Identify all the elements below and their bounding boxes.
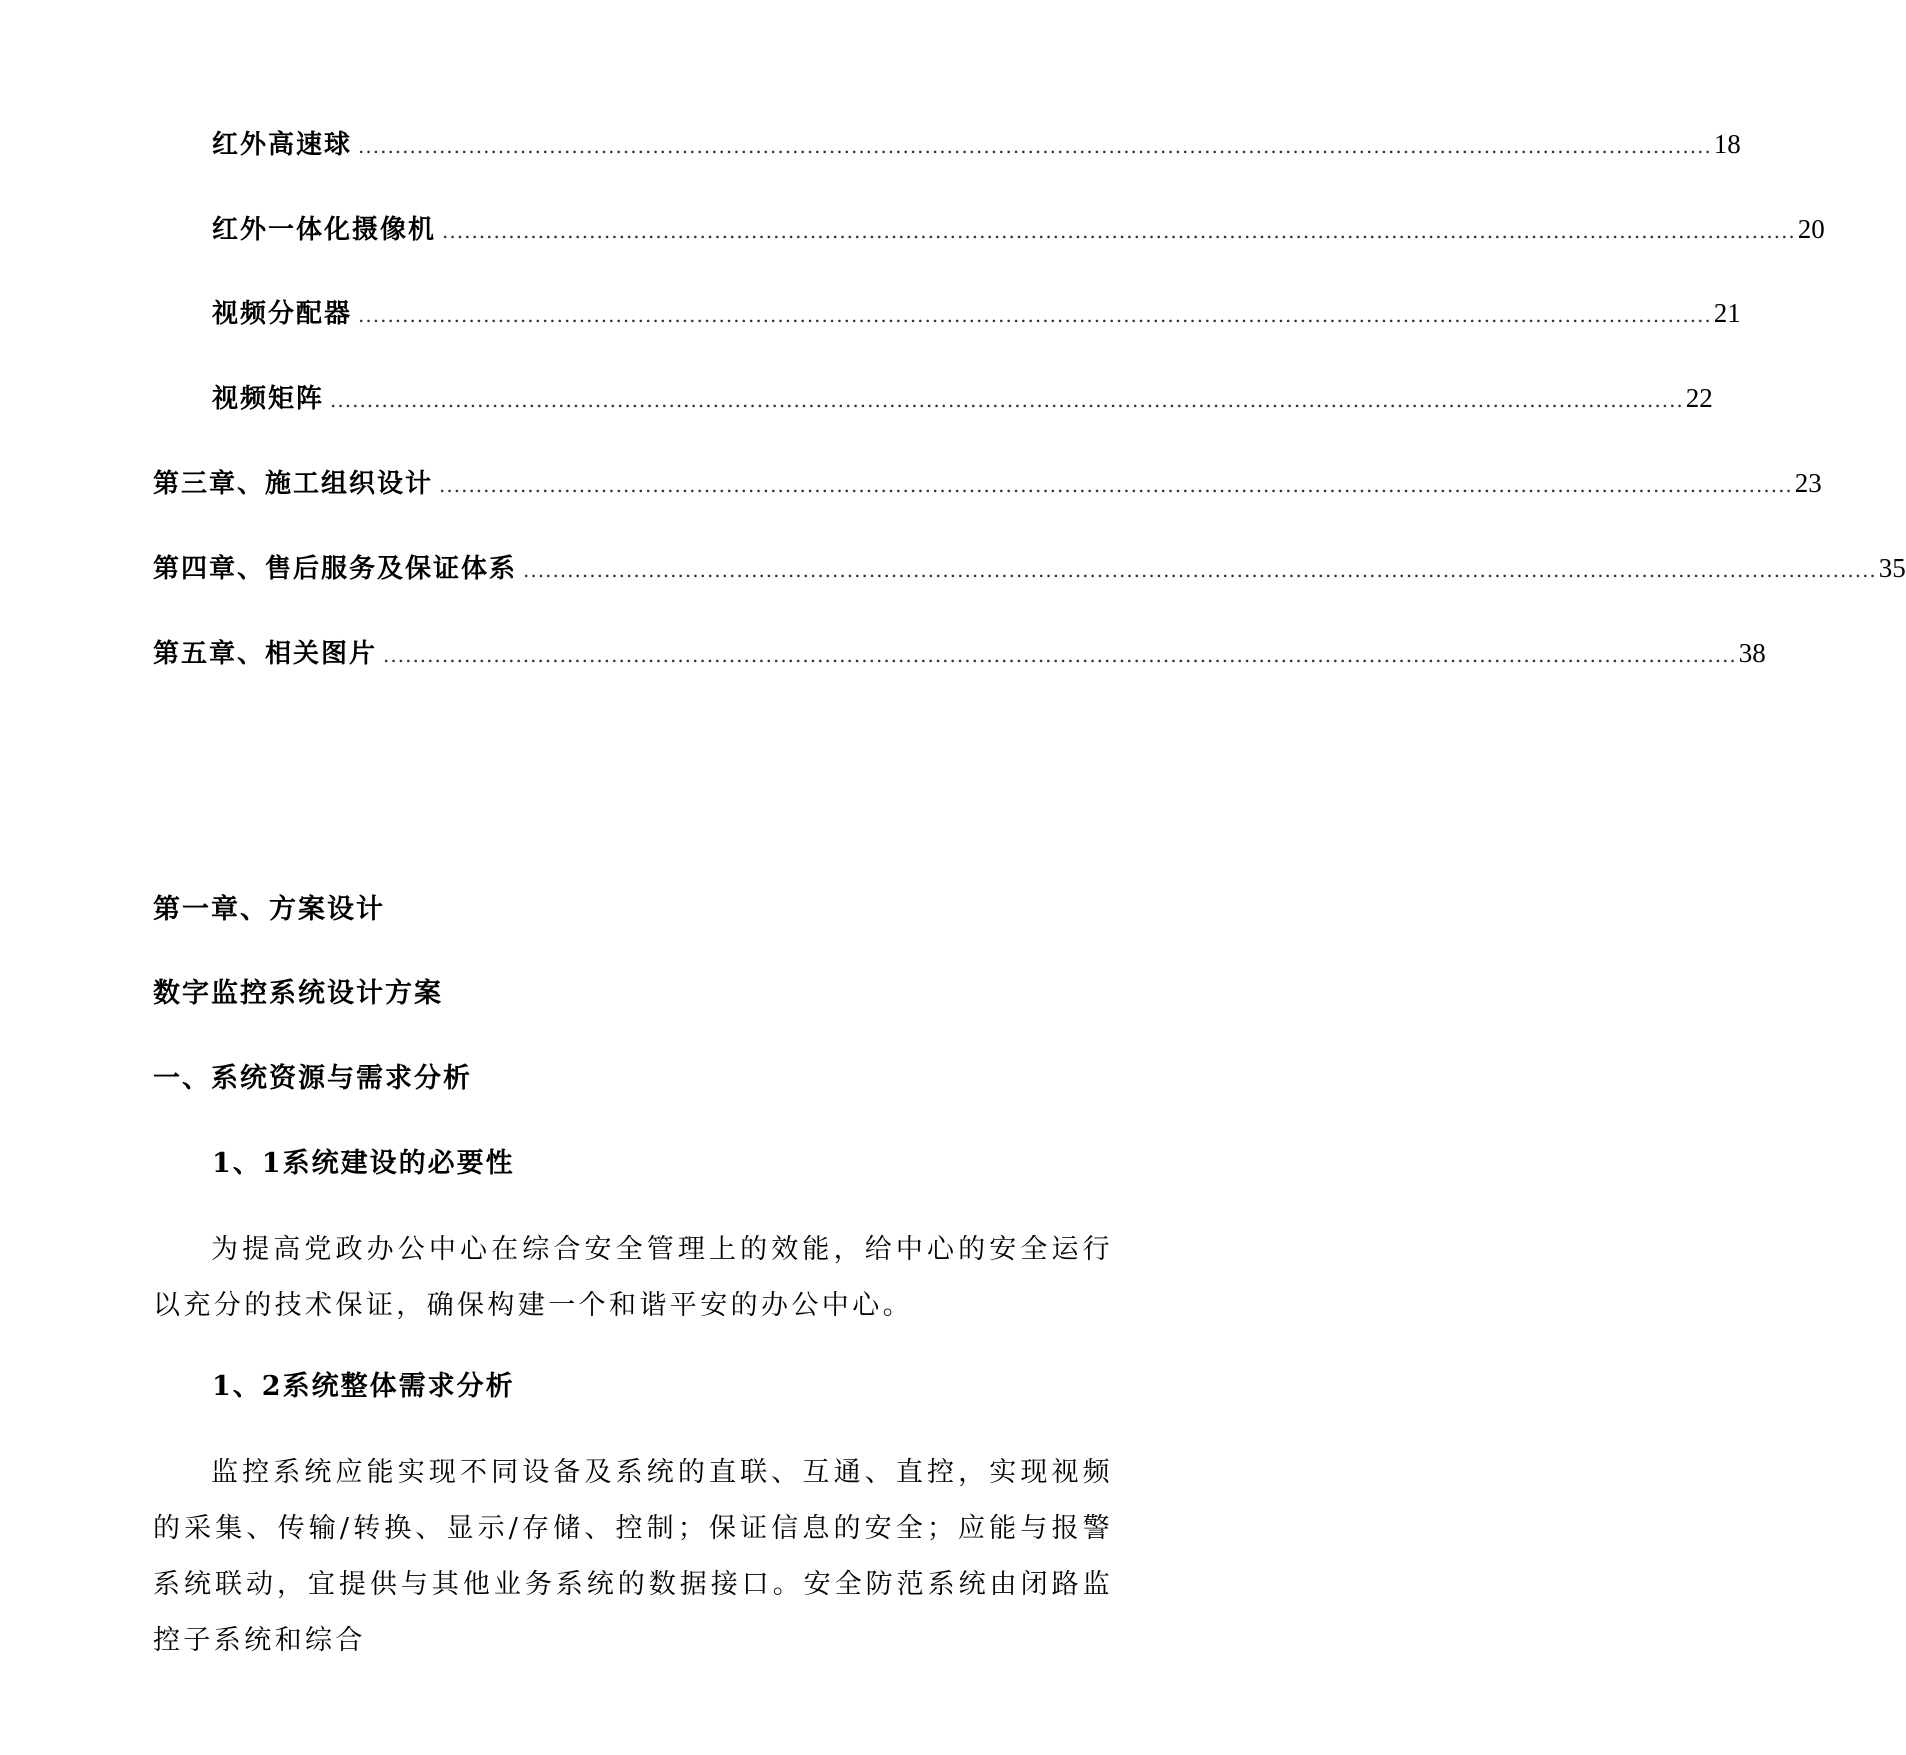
- toc-entry-title: 红外高速球: [212, 130, 353, 160]
- toc-entry-page: 21: [1713, 298, 1741, 328]
- toc-entry-page: 22: [1685, 383, 1713, 413]
- toc-leader-dots: ........................................................................................................................................................................................: [330, 388, 1684, 412]
- toc-entry-page: 38: [1738, 638, 1766, 668]
- subsection-title: 1、2系统整体需求分析: [212, 1371, 515, 1402]
- toc-entry-page: 23: [1794, 468, 1822, 498]
- toc-entry[interactable]: [212, 212, 1825, 248]
- toc-entry[interactable]: [212, 381, 1713, 417]
- toc-leader-dots: ........................................................................................................................................................................................: [383, 643, 1737, 667]
- toc-entry-title: 第五章、相关图片: [153, 639, 378, 669]
- toc-leader-dots: ........................................................................................................................................................................................: [358, 303, 1712, 327]
- toc-entry[interactable]: [212, 127, 1741, 163]
- toc-entry-title: 第三章、施工组织设计: [153, 469, 434, 499]
- toc-entry[interactable]: [212, 296, 1741, 332]
- toc-entry[interactable]: [153, 551, 1906, 587]
- subsection-title: 1、1系统建设的必要性: [212, 1148, 515, 1179]
- section-title: 一、系统资源与需求分析: [153, 1063, 472, 1094]
- toc-entry-title: 第四章、售后服务及保证体系: [153, 554, 518, 584]
- toc-entry-title: 视频矩阵: [212, 384, 325, 414]
- toc-entry[interactable]: [153, 636, 1766, 672]
- document-title: 数字监控系统设计方案: [153, 978, 443, 1009]
- toc-entry-page: 18: [1713, 129, 1741, 159]
- body-paragraph: 为提高党政办公中心在综合安全管理上的效能，给中心的安全运行以充分的技术保证，确保构建一个和谐平安的办公中心。: [153, 1234, 1113, 1321]
- toc-leader-dots: ........................................................................................................................................................................................: [358, 134, 1712, 158]
- chapter-title: 第一章、方案设计: [153, 894, 385, 925]
- toc-entry-page: 20: [1797, 214, 1825, 244]
- toc-leader-dots: ........................................................................................................................................................................................: [523, 558, 1877, 582]
- toc-leader-dots: ........................................................................................................................................................................................: [439, 473, 1793, 497]
- toc-leader-dots: ........................................................................................................................................................................................: [442, 219, 1796, 243]
- toc-entry-title: 红外一体化摄像机: [212, 215, 437, 245]
- toc-entry[interactable]: [153, 466, 1822, 502]
- body-paragraph: 监控系统应能实现不同设备及系统的直联、互通、直控，实现视频的采集、传输/转换、显示/存储、控制；保证信息的安全；应能与报警系统联动，宜提供与其他业务系统的数据接口。安全防范系统由闭路监控子系统和综合: [153, 1457, 1113, 1656]
- toc-entry-page: 35: [1878, 553, 1906, 583]
- toc-entry-title: 视频分配器: [212, 299, 353, 329]
